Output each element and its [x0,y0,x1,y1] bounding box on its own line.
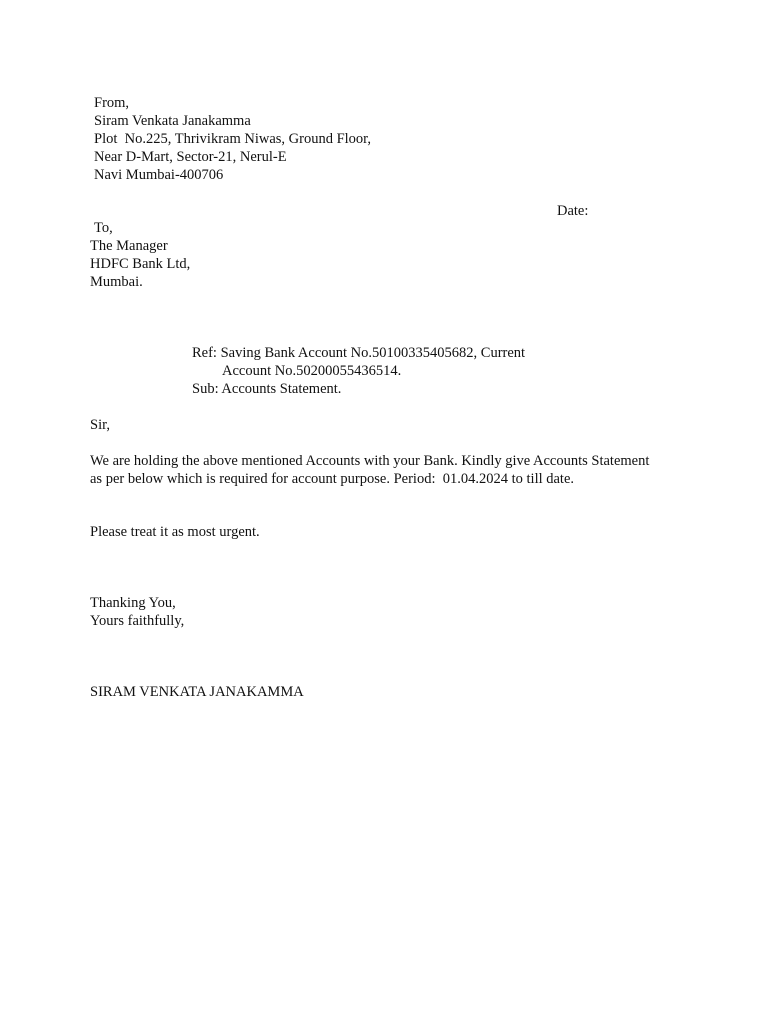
paragraph-line2: as per below which is required for account purpose. Period: 01.04.2024 to till date. [90,471,575,487]
salutation: Sir, [90,417,110,433]
to-label: To, [94,220,113,236]
thanks-line: Thanking You, [90,595,176,611]
sender-name: Siram Venkata Janakamma [94,113,251,129]
recipient-city: Mumbai. [90,274,143,290]
signature-name: SIRAM VENKATA JANAKAMMA [90,684,304,700]
recipient-bank: HDFC Bank Ltd, [90,256,191,272]
sender-address-line2: Near D-Mart, Sector-21, Nerul-E [94,149,287,165]
recipient-title: The Manager [90,238,168,254]
sender-address-line1: Plot No.225, Thrivikram Niwas, Ground Floor, [94,131,372,147]
subject-line: Sub: Accounts Statement. [192,381,342,397]
sender-address-line3: Navi Mumbai-400706 [94,167,224,183]
date-label: Date: [557,203,589,219]
ref-line1: Ref: Saving Bank Account No.50100335405682, Current [192,345,526,361]
paragraph-line1: We are holding the above mentioned Accounts with your Bank. Kindly give Accounts Statement [90,453,650,469]
sign-off: Yours faithfully, [90,613,185,629]
from-label: From, [94,95,130,111]
urgent-note: Please treat it as most urgent. [90,524,260,540]
ref-line2: Account No.50200055436514. [222,363,402,379]
